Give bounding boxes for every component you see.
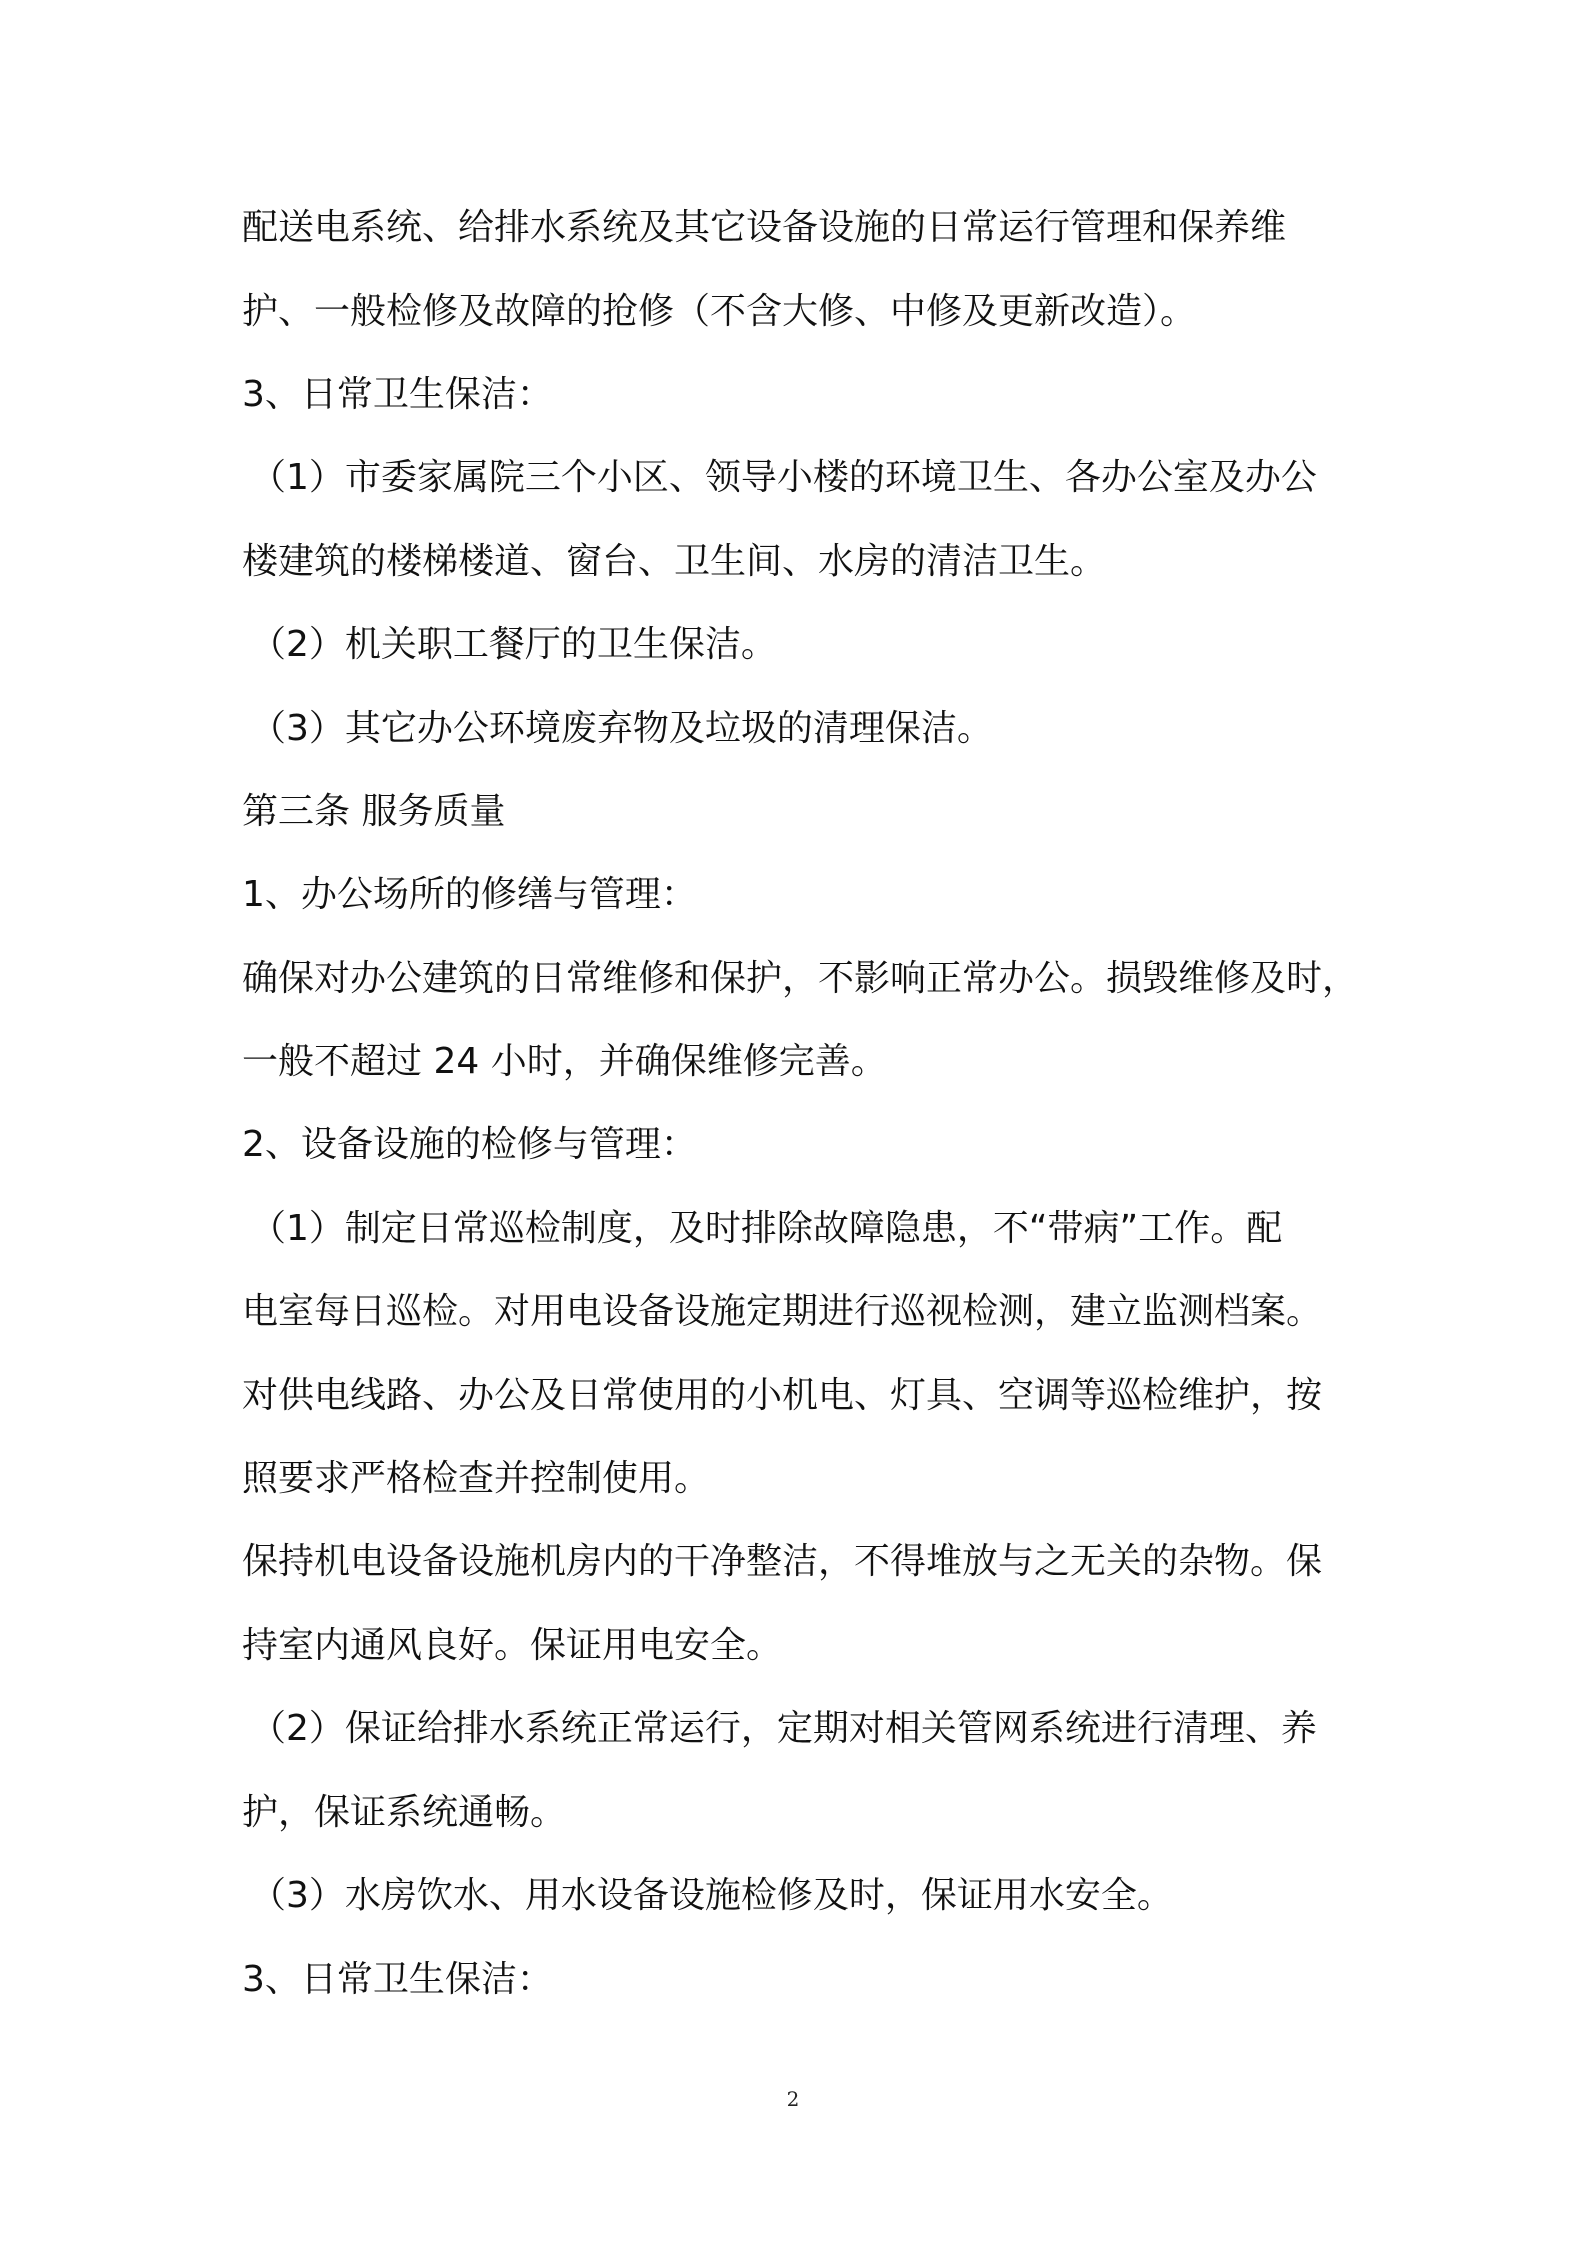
text-line: 配送电系统、给排水系统及其它设备设施的日常运行管理和保养维 xyxy=(242,207,1287,248)
text-line: （3）其它办公环境废弃物及垃圾的清理保洁。 xyxy=(250,708,993,749)
text-line: 护，保证系统通畅。 xyxy=(242,1792,567,1833)
text-line: 3、日常卫生保洁： xyxy=(242,374,553,415)
text-line: 护、一般检修及故障的抢修（不含大修、中修及更新改造）。 xyxy=(242,291,1197,332)
text-line: 照要求严格检查并控制使用。 xyxy=(242,1458,711,1499)
section-heading: 第三条 服务质量 xyxy=(242,791,506,832)
text-line: （1）市委家属院三个小区、领导小楼的环境卫生、各办公室及办公 xyxy=(250,457,1317,498)
text-line: 2、设备设施的检修与管理： xyxy=(242,1124,697,1165)
text-line: 一般不超过 24 小时，并确保维修完善。 xyxy=(242,1041,887,1082)
text-line: 保持机电设备设施机房内的干净整洁，不得堆放与之无关的杂物。保 xyxy=(242,1541,1323,1582)
text-line: 确保对办公建筑的日常维修和保护，不影响正常办公。损毁维修及时， xyxy=(242,958,1359,999)
text-line: 对供电线路、办公及日常使用的小机电、灯具、空调等巡检维护，按 xyxy=(242,1375,1323,1416)
text-line: 1、办公场所的修缮与管理： xyxy=(242,874,697,915)
text-line: 电室每日巡检。对用电设备设施定期进行巡视检测，建立监测档案。 xyxy=(242,1291,1323,1332)
text-line: 楼建筑的楼梯楼道、窗台、卫生间、水房的清洁卫生。 xyxy=(242,541,1107,582)
text-line: （3）水房饮水、用水设备设施检修及时，保证用水安全。 xyxy=(250,1875,1173,1916)
text-line: （2）保证给排水系统正常运行，定期对相关管网系统进行清理、养 xyxy=(250,1708,1317,1749)
text-line: （1）制定日常巡检制度，及时排除故障隐患，不“带病”工作。配 xyxy=(250,1208,1283,1249)
text-line: 3、日常卫生保洁： xyxy=(242,1959,553,2000)
text-line: （2）机关职工餐厅的卫生保洁。 xyxy=(250,624,777,665)
page-number: 2 xyxy=(786,2087,800,2111)
text-line: 持室内通风良好。保证用电安全。 xyxy=(242,1625,783,1666)
